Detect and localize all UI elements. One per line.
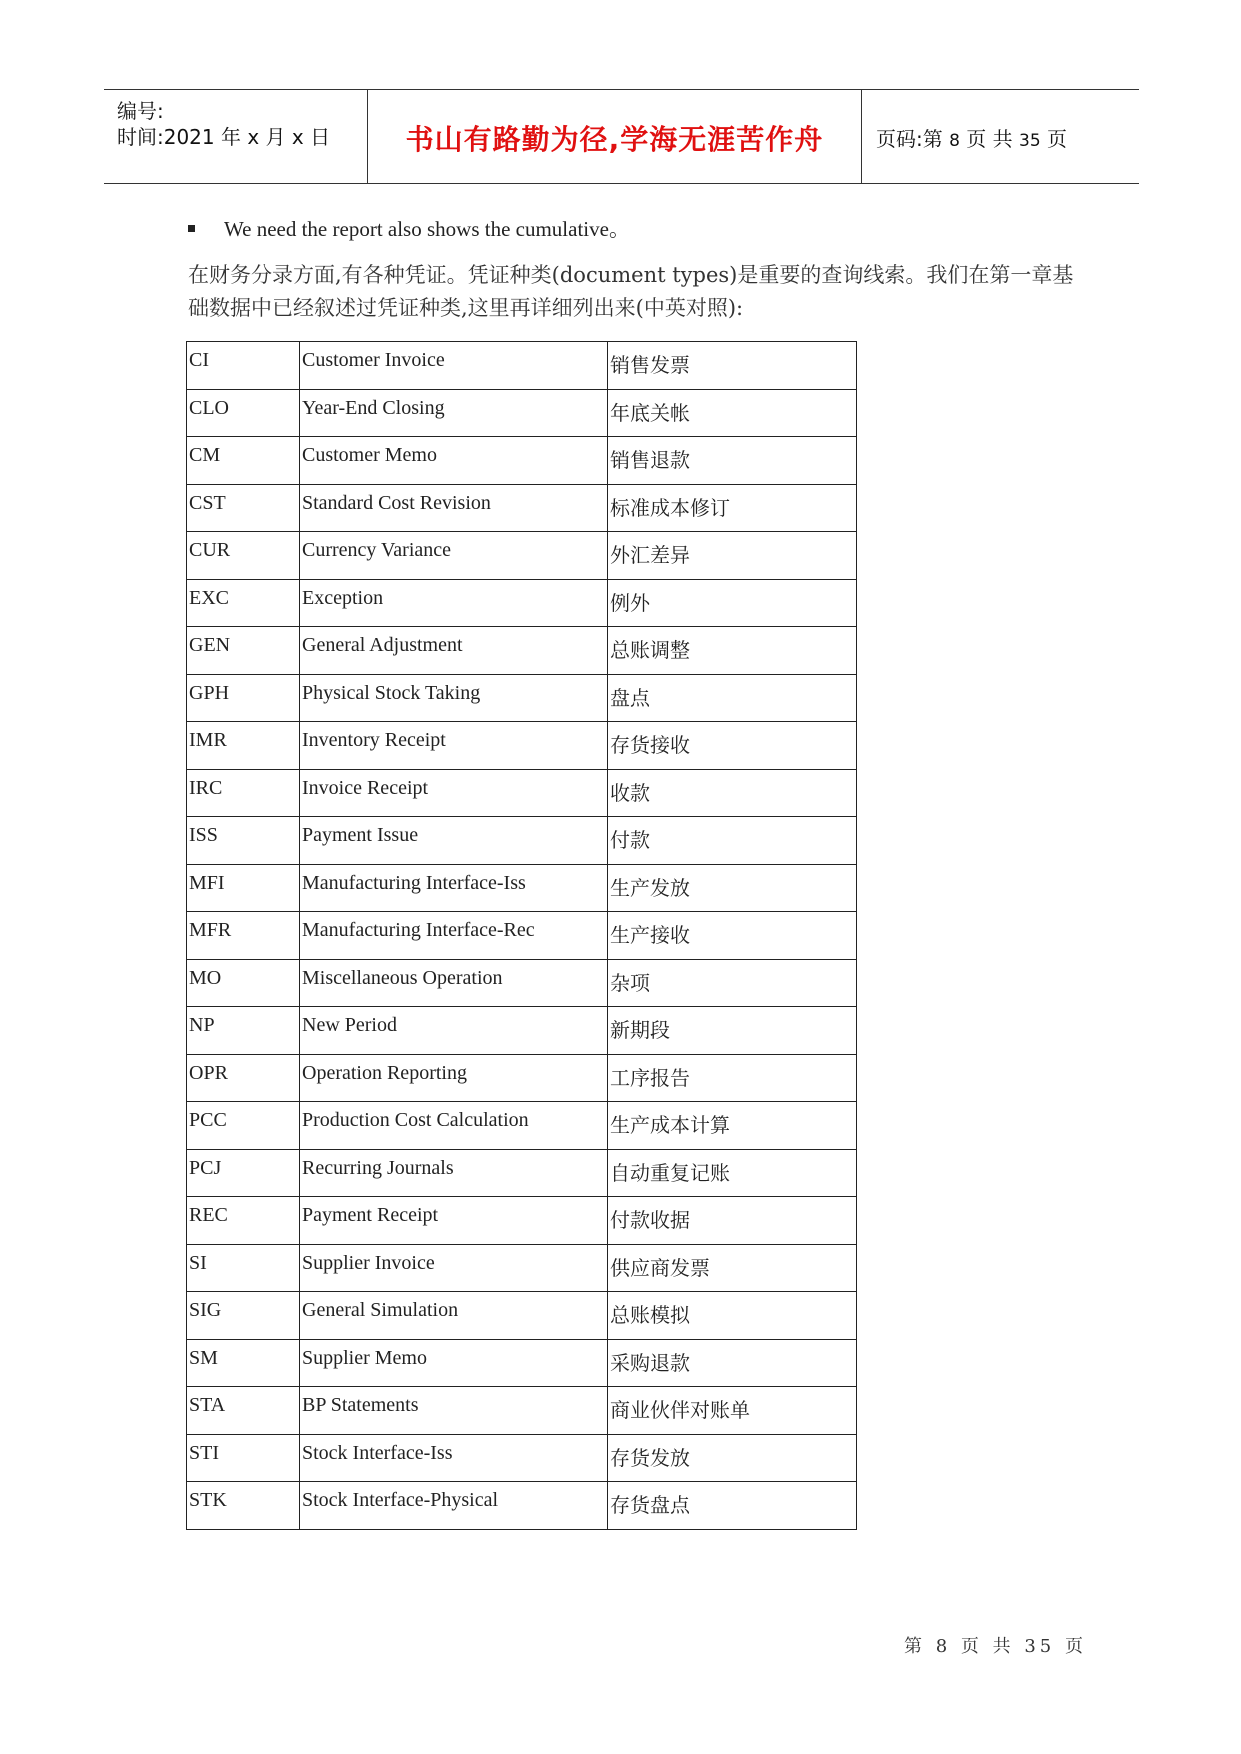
document-type-chinese-cell bbox=[608, 484, 857, 532]
document-type-chinese-cell bbox=[608, 912, 857, 960]
header-motto: 书山有路勤为径,学海无涯苦作舟 bbox=[405, 123, 824, 156]
document-type-english: Currency Variance bbox=[302, 539, 452, 561]
document-type-english: Production Cost Calculation bbox=[302, 1109, 529, 1131]
document-type-chinese: 自动重复记账 bbox=[610, 1160, 730, 1185]
document-type-chinese-cell bbox=[608, 674, 857, 722]
document-type-english: Operation Reporting bbox=[302, 1061, 467, 1084]
document-type-code: MFI bbox=[189, 871, 225, 894]
document-type-english-cell bbox=[300, 864, 608, 912]
document-type-code-cell bbox=[187, 389, 300, 437]
document-type-code: ISS bbox=[189, 824, 218, 846]
table-row bbox=[187, 722, 857, 770]
document-type-english-cell bbox=[300, 579, 608, 627]
document-type-code: CM bbox=[189, 444, 221, 466]
document-type-chinese: 例外 bbox=[610, 590, 650, 615]
document-type-english: Supplier Invoice bbox=[302, 1251, 435, 1274]
table-row bbox=[187, 389, 857, 437]
document-type-english-cell bbox=[300, 437, 608, 485]
document-type-chinese: 外汇差异 bbox=[610, 543, 690, 567]
document-type-english: BP Statements bbox=[302, 1394, 419, 1416]
document-type-english: Manufacturing Interface-Rec bbox=[302, 919, 535, 941]
document-type-english: Year-End Closing bbox=[302, 396, 445, 419]
document-type-english-cell bbox=[300, 1244, 608, 1292]
document-type-english-cell bbox=[300, 627, 608, 675]
document-type-english-cell bbox=[300, 1482, 608, 1530]
document-type-chinese: 生产成本计算 bbox=[610, 1113, 730, 1137]
document-type-chinese: 存货盘点 bbox=[610, 1493, 690, 1517]
document-type-english: Stock Interface-Physical bbox=[302, 1489, 499, 1511]
document-type-english-cell bbox=[300, 817, 608, 865]
document-type-chinese-cell bbox=[608, 1434, 857, 1482]
table-row bbox=[187, 817, 857, 865]
page-total: 35 bbox=[1019, 131, 1041, 151]
document-type-code: GPH bbox=[189, 681, 230, 704]
table-row bbox=[187, 1149, 857, 1197]
document-type-chinese: 生产接收 bbox=[610, 923, 690, 947]
document-type-english: Customer Memo bbox=[302, 444, 437, 466]
table-row bbox=[187, 912, 857, 960]
document-type-chinese-cell bbox=[608, 1197, 857, 1245]
header-motto-cell bbox=[368, 90, 862, 183]
document-type-code: CLO bbox=[189, 396, 229, 419]
document-type-english-cell bbox=[300, 912, 608, 960]
document-type-chinese: 付款收据 bbox=[610, 1208, 690, 1232]
document-type-code-cell bbox=[187, 817, 300, 865]
document-type-code: PCJ bbox=[189, 1156, 222, 1179]
document-type-chinese: 销售发票 bbox=[610, 353, 690, 377]
document-type-english-cell bbox=[300, 1434, 608, 1482]
bullet-text: We need the report also shows the cumulative。 bbox=[224, 217, 630, 241]
document-type-chinese-cell bbox=[608, 1292, 857, 1340]
document-type-english: Supplier Memo bbox=[302, 1346, 427, 1369]
document-type-code-cell bbox=[187, 579, 300, 627]
document-type-chinese: 盘点 bbox=[610, 685, 650, 710]
table-row bbox=[187, 864, 857, 912]
document-type-english: Standard Cost Revision bbox=[302, 491, 491, 514]
document-type-english: Payment Receipt bbox=[302, 1204, 439, 1226]
document-type-code: STK bbox=[189, 1489, 227, 1511]
document-type-chinese-cell bbox=[608, 579, 857, 627]
document-type-chinese: 工序报告 bbox=[610, 1065, 690, 1090]
document-type-code: SIG bbox=[189, 1299, 222, 1321]
bullet-item bbox=[188, 213, 630, 243]
page-mid: 页 共 bbox=[959, 127, 1020, 151]
table-row bbox=[187, 1292, 857, 1340]
document-type-code-cell bbox=[187, 1339, 300, 1387]
document-type-code: STA bbox=[189, 1394, 226, 1416]
document-type-code-cell bbox=[187, 674, 300, 722]
document-type-chinese-cell bbox=[608, 1339, 857, 1387]
document-type-code-cell bbox=[187, 1149, 300, 1197]
document-type-chinese-cell bbox=[608, 627, 857, 675]
document-type-chinese: 存货发放 bbox=[610, 1445, 690, 1470]
document-type-code: SI bbox=[189, 1251, 207, 1274]
document-type-chinese: 商业伙伴对账单 bbox=[610, 1398, 750, 1422]
document-type-chinese-cell bbox=[608, 722, 857, 770]
document-type-english: Inventory Receipt bbox=[302, 729, 446, 751]
document-type-chinese: 采购退款 bbox=[610, 1350, 690, 1375]
document-type-english: General Adjustment bbox=[302, 634, 463, 656]
document-type-english: Exception bbox=[302, 586, 384, 609]
table-row bbox=[187, 627, 857, 675]
document-type-code-cell bbox=[187, 484, 300, 532]
document-type-chinese: 生产发放 bbox=[610, 875, 690, 900]
document-type-english-cell bbox=[300, 1054, 608, 1102]
document-type-code: OPR bbox=[189, 1061, 228, 1084]
document-type-chinese-cell bbox=[608, 1102, 857, 1150]
header-page-cell bbox=[862, 90, 1139, 183]
document-type-english-cell bbox=[300, 532, 608, 580]
document-type-code-cell bbox=[187, 1387, 300, 1435]
document-type-code: NP bbox=[189, 1014, 215, 1036]
document-type-code: CI bbox=[189, 349, 209, 371]
document-type-code: IRC bbox=[189, 776, 223, 799]
document-type-code: MFR bbox=[189, 919, 232, 941]
document-type-chinese-cell bbox=[608, 1007, 857, 1055]
table-row bbox=[187, 1434, 857, 1482]
document-type-english-cell bbox=[300, 1149, 608, 1197]
document-type-chinese: 标准成本修订 bbox=[610, 495, 730, 520]
document-type-code-cell bbox=[187, 769, 300, 817]
document-type-chinese-cell bbox=[608, 1387, 857, 1435]
document-type-chinese-cell bbox=[608, 389, 857, 437]
document-type-code-cell bbox=[187, 959, 300, 1007]
document-type-english: Recurring Journals bbox=[302, 1156, 454, 1179]
document-type-chinese-cell bbox=[608, 342, 857, 390]
document-type-chinese: 存货接收 bbox=[610, 733, 690, 757]
document-type-chinese-cell bbox=[608, 1482, 857, 1530]
document-type-chinese: 销售退款 bbox=[610, 448, 690, 472]
document-type-english-cell bbox=[300, 389, 608, 437]
document-type-chinese: 付款 bbox=[610, 828, 650, 852]
document-type-code-cell bbox=[187, 722, 300, 770]
table-row bbox=[187, 1339, 857, 1387]
document-type-code-cell bbox=[187, 864, 300, 912]
document-type-english: General Simulation bbox=[302, 1299, 459, 1321]
document-type-code: GEN bbox=[189, 634, 231, 656]
document-type-chinese-cell bbox=[608, 1244, 857, 1292]
document-type-english: Stock Interface-Iss bbox=[302, 1441, 453, 1464]
document-number-label: 编号: bbox=[117, 99, 164, 123]
document-type-english: New Period bbox=[302, 1014, 397, 1036]
document-type-chinese-cell bbox=[608, 864, 857, 912]
document-type-code-cell bbox=[187, 342, 300, 390]
table-row bbox=[187, 1387, 857, 1435]
document-type-code-cell bbox=[187, 627, 300, 675]
page-prefix: 页码:第 bbox=[876, 127, 950, 151]
document-type-english: Miscellaneous Operation bbox=[302, 966, 503, 989]
document-type-english-cell bbox=[300, 1339, 608, 1387]
table-row bbox=[187, 1244, 857, 1292]
document-type-code-cell bbox=[187, 532, 300, 580]
document-type-chinese: 供应商发票 bbox=[610, 1255, 710, 1280]
document-type-english-cell bbox=[300, 769, 608, 817]
table-row bbox=[187, 437, 857, 485]
document-type-english-cell bbox=[300, 674, 608, 722]
document-type-code: MO bbox=[189, 966, 222, 989]
bullet-square-icon bbox=[188, 225, 195, 232]
document-type-code-cell bbox=[187, 1292, 300, 1340]
table-row bbox=[187, 342, 857, 390]
document-type-english-cell bbox=[300, 722, 608, 770]
document-type-english: Invoice Receipt bbox=[302, 776, 429, 799]
table-row bbox=[187, 1197, 857, 1245]
table-row bbox=[187, 532, 857, 580]
document-type-code: STI bbox=[189, 1441, 219, 1464]
document-type-chinese: 杂项 bbox=[610, 970, 650, 995]
document-type-english-cell bbox=[300, 342, 608, 390]
document-type-code: SM bbox=[189, 1346, 218, 1369]
document-type-english-cell bbox=[300, 959, 608, 1007]
body-paragraph: 在财务分录方面,有各种凭证。凭证种类(document types)是重要的查询线索。我们在第一章基础数据中已经叙述过凭证种类,这里再详细列出来(中英对照): bbox=[188, 263, 1074, 320]
document-type-english: Customer Invoice bbox=[302, 349, 445, 371]
document-type-code: PCC bbox=[189, 1109, 227, 1131]
table-row bbox=[187, 1054, 857, 1102]
document-type-code-cell bbox=[187, 1244, 300, 1292]
document-type-english: Manufacturing Interface-Iss bbox=[302, 871, 526, 894]
header-meta bbox=[104, 90, 368, 183]
document-type-chinese: 年底关帐 bbox=[610, 400, 690, 425]
document-type-code: EXC bbox=[189, 586, 229, 609]
table-row bbox=[187, 959, 857, 1007]
table-row bbox=[187, 579, 857, 627]
document-type-english-cell bbox=[300, 1197, 608, 1245]
document-type-code-cell bbox=[187, 1007, 300, 1055]
page-header bbox=[104, 89, 1139, 184]
page-suffix: 页 bbox=[1040, 127, 1068, 151]
page-current: 8 bbox=[949, 131, 960, 151]
document-type-english-cell bbox=[300, 484, 608, 532]
document-type-english-cell bbox=[300, 1102, 608, 1150]
document-type-chinese: 总账调整 bbox=[610, 638, 690, 662]
document-type-english-cell bbox=[300, 1007, 608, 1055]
table-row bbox=[187, 484, 857, 532]
document-type-chinese-cell bbox=[608, 437, 857, 485]
document-types-table bbox=[186, 341, 857, 1530]
document-type-code: IMR bbox=[189, 729, 227, 751]
page-footer: 第 8 页 共 35 页 bbox=[904, 1636, 1087, 1657]
document-type-code-cell bbox=[187, 912, 300, 960]
document-type-code-cell bbox=[187, 1434, 300, 1482]
document-type-chinese-cell bbox=[608, 817, 857, 865]
table-row bbox=[187, 1482, 857, 1530]
document-type-chinese: 收款 bbox=[610, 780, 650, 805]
document-type-code-cell bbox=[187, 1102, 300, 1150]
document-type-code-cell bbox=[187, 1054, 300, 1102]
table-row bbox=[187, 1102, 857, 1150]
document-type-english-cell bbox=[300, 1292, 608, 1340]
document-type-chinese-cell bbox=[608, 1149, 857, 1197]
table-row bbox=[187, 674, 857, 722]
document-time-label: 时间:2021 年 x 月 x 日 bbox=[117, 125, 331, 149]
document-type-code: CUR bbox=[189, 539, 231, 561]
document-type-code-cell bbox=[187, 1197, 300, 1245]
document-type-chinese-cell bbox=[608, 1054, 857, 1102]
table-row bbox=[187, 769, 857, 817]
document-type-english: Payment Issue bbox=[302, 824, 419, 846]
document-type-english-cell bbox=[300, 1387, 608, 1435]
table-row bbox=[187, 1007, 857, 1055]
document-type-chinese: 新期段 bbox=[610, 1018, 670, 1042]
document-type-english: Physical Stock Taking bbox=[302, 681, 481, 704]
header-page-info bbox=[876, 123, 1067, 152]
document-type-chinese-cell bbox=[608, 532, 857, 580]
document-type-chinese-cell bbox=[608, 769, 857, 817]
document-type-code: CST bbox=[189, 491, 226, 514]
document-types-table-body bbox=[187, 342, 857, 1530]
document-type-chinese: 总账模拟 bbox=[610, 1303, 690, 1327]
document-type-code-cell bbox=[187, 437, 300, 485]
document-type-code-cell bbox=[187, 1482, 300, 1530]
document-type-code: REC bbox=[189, 1204, 228, 1226]
document-type-chinese-cell bbox=[608, 959, 857, 1007]
